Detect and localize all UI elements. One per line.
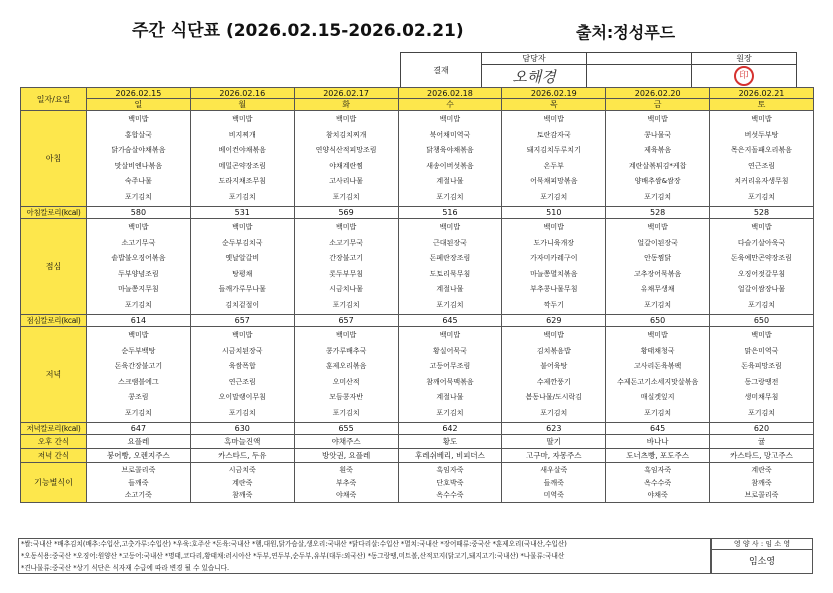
- breakfast-menu-item: 제육볶음: [644, 146, 672, 155]
- functional-diet-item: 들깨죽: [543, 478, 564, 487]
- breakfast-menu-item: 어묵채피망볶음: [530, 177, 578, 186]
- lunch-menu-item: 부추콩나물무침: [530, 285, 578, 294]
- dinner-menu-item: 봄동나물/도시락김: [525, 393, 583, 402]
- dinner-menu-item: 백미밥: [439, 331, 461, 339]
- day-header: 일: [87, 99, 191, 111]
- functional-diet-item: 시금치죽: [228, 466, 256, 474]
- dinner-menu-item: 백미밥: [335, 331, 357, 339]
- lunch-calorie-label: 점심칼로리(kcal): [21, 315, 87, 327]
- breakfast-menu-item: 연양식산적피망조림: [315, 146, 377, 155]
- breakfast-menu-item: 양배추쌈&쌈장: [634, 177, 681, 186]
- breakfast-calorie-value: 569: [294, 207, 398, 219]
- lunch-menu-item: 깍두기: [543, 300, 564, 309]
- day-header: 화: [294, 99, 398, 111]
- breakfast-menu-item: 백미밥: [439, 115, 461, 123]
- dinner-menu-item: 황실어묵국: [433, 346, 467, 355]
- approval-blank-head: [587, 53, 692, 65]
- evening-snack-item: 카스타드, 두유: [190, 449, 294, 463]
- dinner-menu-item: 계절나물: [436, 393, 464, 402]
- dinner-menu-item: 포기김치: [540, 408, 568, 417]
- dinner-calorie-value: 642: [398, 423, 502, 435]
- dinner-menu-cell: [502, 327, 606, 423]
- lunch-menu-cell: [398, 219, 502, 315]
- breakfast-menu-cell: [502, 111, 606, 207]
- dinner-menu-item: 스크램블에그: [118, 377, 159, 386]
- breakfast-label: 아침: [21, 111, 87, 207]
- lunch-menu-item: 옛날알갈비: [225, 254, 260, 263]
- day-header: 토: [710, 99, 814, 111]
- lunch-menu-item: 포기김치: [332, 300, 360, 309]
- dinner-menu-item: 포기김치: [436, 408, 464, 417]
- functional-diet-label: 기능별식이: [21, 463, 87, 503]
- breakfast-menu-cell: [710, 111, 814, 207]
- approval-label: 결재: [401, 53, 482, 88]
- dinner-menu-item: 시금치된장국: [221, 346, 263, 355]
- lunch-calorie-value: 650: [710, 315, 814, 327]
- breakfast-menu-item: 포기김치: [228, 192, 256, 201]
- dinner-menu-cell: [398, 327, 502, 423]
- dinner-menu-item: 맑은미역국: [744, 346, 779, 355]
- evening-snack-item: 카스타드, 망고주스: [710, 449, 814, 463]
- breakfast-menu-item: 맛살비엔나볶음: [114, 161, 163, 170]
- functional-diet-item: 흰죽: [339, 466, 353, 474]
- lunch-menu-item: 시금치나물: [329, 285, 364, 294]
- breakfast-calorie-value: 580: [87, 207, 191, 219]
- menu-table: [20, 87, 814, 503]
- dinner-calorie-value: 655: [294, 423, 398, 435]
- dinner-menu-item: 돈육피망조림: [741, 362, 782, 371]
- lunch-calorie-value: 657: [294, 315, 398, 327]
- dinner-calorie-label: 저녁칼로리(kcal): [21, 423, 87, 435]
- lunch-calorie-value: 657: [190, 315, 294, 327]
- lunch-menu-item: 포기김치: [124, 300, 152, 309]
- lunch-menu-item: 두부양념조림: [118, 269, 159, 278]
- lunch-menu-item: 근대된장국: [433, 238, 467, 247]
- lunch-menu-item: 백미밥: [439, 223, 461, 231]
- lunch-menu-item: 소고기무국: [121, 238, 156, 247]
- breakfast-menu-item: 콩나물국: [644, 130, 672, 139]
- dinner-menu-item: 고등어무조림: [429, 362, 471, 371]
- breakfast-menu-item: 치커리유자생무침: [734, 177, 789, 186]
- breakfast-menu-item: 비지찌개: [228, 130, 256, 139]
- corner-label: 일자/요일: [21, 88, 87, 111]
- breakfast-menu-item: 백미밥: [128, 115, 149, 123]
- dinner-menu-item: 백미밥: [647, 331, 668, 339]
- dinner-calorie-value: 620: [710, 423, 814, 435]
- breakfast-menu-item: 닭가슴살야채볶음: [111, 146, 166, 155]
- date-header: 2026.02.16: [190, 88, 294, 99]
- evening-snack-item: 방앗권, 요플레: [294, 449, 398, 463]
- dinner-menu-item: 백미밥: [751, 331, 772, 339]
- breakfast-menu-item: 북어채미역국: [429, 130, 471, 139]
- breakfast-menu-item: 도라지채조무침: [218, 177, 266, 186]
- lunch-calorie-value: 614: [87, 315, 191, 327]
- breakfast-menu-item: 포기김치: [540, 192, 568, 201]
- date-header: 2026.02.18: [398, 88, 502, 99]
- breakfast-menu-cell: [606, 111, 710, 207]
- lunch-menu-cell: [294, 219, 398, 315]
- source-title: 출처:정성푸드: [576, 23, 676, 42]
- director-label: 원장: [692, 53, 797, 65]
- functional-diet-item: 단호박죽: [436, 478, 464, 487]
- breakfast-calorie-value: 531: [190, 207, 294, 219]
- functional-diet-item: 야채죽: [647, 491, 668, 500]
- lunch-menu-item: 돈페란장조림: [429, 254, 471, 263]
- dinner-menu-cell: [710, 327, 814, 423]
- breakfast-menu-item: 메밀곤약장조림: [218, 161, 266, 170]
- afternoon-snack-item: 요플레: [87, 435, 191, 449]
- director-stamp: 印: [734, 66, 754, 86]
- day-header: 수: [398, 99, 502, 111]
- lunch-menu-cell: [606, 219, 710, 315]
- functional-diet-item: 새우살죽: [540, 466, 568, 474]
- afternoon-snack-item: 바나나: [606, 435, 710, 449]
- functional-diet-item: 계란죽: [232, 478, 253, 487]
- lunch-menu-item: 오징어젓갈무침: [737, 269, 786, 278]
- breakfast-menu-item: 포기김치: [332, 192, 360, 201]
- breakfast-menu-item: 숙주나물: [124, 177, 152, 186]
- breakfast-menu-item: 포기김치: [124, 192, 152, 201]
- breakfast-menu-cell: [294, 111, 398, 207]
- nutritionist-box: [711, 538, 813, 574]
- functional-diet-cell: [190, 463, 294, 503]
- dinner-menu-item: 매실겟잎지: [640, 393, 675, 402]
- lunch-menu-item: 백미밥: [751, 223, 772, 231]
- breakfast-calorie-value: 528: [606, 207, 710, 219]
- dinner-menu-item: 황태채청국: [640, 346, 675, 355]
- lunch-menu-item: 백미밥: [232, 223, 253, 231]
- breakfast-menu-item: 백미밥: [232, 115, 253, 123]
- breakfast-menu-item: 연근조림: [747, 161, 776, 170]
- breakfast-menu-item: 포기김치: [436, 192, 464, 201]
- lunch-menu-item: 마늘쫑멸치볶음: [530, 269, 578, 278]
- lunch-menu-item: 백미밥: [335, 223, 357, 231]
- functional-diet-item: 들깨죽: [128, 478, 149, 487]
- lunch-menu-item: 돈육예만곤약장조림: [731, 254, 792, 263]
- lunch-menu-item: 고추장어묵볶음: [633, 269, 682, 278]
- functional-diet-cell: [502, 463, 606, 503]
- dinner-menu-item: 백미밥: [128, 331, 149, 339]
- dinner-menu-item: 고사리돈육볶팩: [633, 362, 682, 371]
- breakfast-menu-cell: [190, 111, 294, 207]
- functional-diet-item: 야채죽: [335, 491, 357, 500]
- breakfast-menu-item: 포기김치: [644, 192, 672, 201]
- breakfast-menu-item: 새송이버섯볶음: [426, 161, 474, 170]
- dinner-menu-item: 포기김치: [747, 408, 776, 417]
- origin-notes: [18, 538, 711, 574]
- afternoon-snack-label: 오후 간식: [21, 435, 87, 449]
- functional-diet-item: 옥수수죽: [436, 491, 464, 500]
- dinner-menu-item: 포기김치: [124, 408, 152, 417]
- functional-diet-item: 브로콜리죽: [121, 466, 156, 474]
- dinner-menu-item: 돈육간장불고기: [114, 362, 163, 371]
- day-header: 목: [502, 99, 606, 111]
- lunch-menu-cell: [87, 219, 191, 315]
- lunch-menu-cell: [502, 219, 606, 315]
- functional-diet-item: 미역죽: [543, 491, 564, 500]
- breakfast-menu-item: 고사리나물: [329, 177, 364, 186]
- breakfast-menu-cell: [398, 111, 502, 207]
- lunch-menu-item: 가자미카레구이: [530, 254, 578, 263]
- functional-diet-item: 부추죽: [335, 478, 357, 487]
- lunch-menu-item: 안동찜닭: [644, 254, 672, 263]
- afternoon-snack-item: 흑마늘진액: [190, 435, 294, 449]
- breakfast-calorie-label: 아침칼로리(kcal): [21, 207, 87, 219]
- date-header: 2026.02.19: [502, 88, 606, 99]
- lunch-menu-item: 백미밥: [543, 223, 564, 231]
- afternoon-snack-item: 귤: [710, 435, 814, 449]
- breakfast-menu-item: 백미밥: [543, 115, 564, 123]
- date-header: 2026.02.15: [87, 88, 191, 99]
- breakfast-menu-cell: [87, 111, 191, 207]
- afternoon-snack-item: 야채주스: [294, 435, 398, 449]
- functional-diet-item: 소고기죽: [124, 491, 152, 500]
- dinner-menu-cell: [87, 327, 191, 423]
- evening-snack-item: 도너츠빵, 포도주스: [606, 449, 710, 463]
- origin-note-line: *견나물류:중국산 *상기 식단은 식자재 수급에 따라 변경 될 수 있습니다.: [21, 563, 230, 572]
- dinner-menu-item: 오이말랭이무침: [218, 393, 266, 402]
- dinner-menu-item: 콩가루배추국: [325, 346, 367, 355]
- manager-label: 담당자: [482, 53, 587, 65]
- lunch-menu-item: 도가니육개장: [533, 238, 575, 247]
- dinner-calorie-value: 623: [502, 423, 606, 435]
- breakfast-menu-item: 계란살볶튀김*케찹: [628, 161, 687, 170]
- breakfast-menu-item: 돼지김치두루치기: [526, 146, 581, 155]
- dinner-menu-item: 수제깐풍기: [536, 377, 571, 386]
- lunch-menu-item: 다슬기살아욱국: [737, 238, 786, 247]
- lunch-menu-item: 들깨가루무나물: [218, 285, 266, 294]
- afternoon-snack-item: 딸기: [502, 435, 606, 449]
- lunch-menu-item: 순두부김치국: [221, 238, 263, 247]
- nutritionist-name: 임소영: [748, 557, 776, 567]
- breakfast-menu-item: 야채계란찜: [329, 161, 364, 170]
- dinner-menu-item: 훈제오리볶음: [325, 362, 367, 371]
- dinner-menu-item: 수제돈고기소세지맛살볶음: [617, 377, 699, 386]
- lunch-menu-item: 도토리묵무침: [429, 269, 471, 278]
- dinner-menu-item: 불어육탕: [540, 362, 568, 371]
- director-stamp-cell: [692, 65, 797, 88]
- dinner-menu-cell: [190, 327, 294, 423]
- dinner-menu-item: 포기김치: [644, 408, 672, 417]
- breakfast-menu-item: 토란감자국: [536, 130, 571, 139]
- breakfast-menu-item: 백미밥: [335, 115, 357, 123]
- lunch-label: 점심: [21, 219, 87, 315]
- lunch-menu-item: 백미밥: [647, 223, 668, 231]
- dinner-menu-item: 생미채무침: [744, 393, 779, 402]
- breakfast-menu-item: 닭챙육야채볶음: [426, 146, 474, 155]
- functional-diet-cell: [294, 463, 398, 503]
- lunch-menu-item: 백미밥: [128, 223, 149, 231]
- lunch-calorie-value: 629: [502, 315, 606, 327]
- functional-diet-cell: [606, 463, 710, 503]
- page-title: 주간 식단표 (2026.02.15-2026.02.21): [132, 21, 464, 41]
- functional-diet-item: 흑임자죽: [644, 466, 672, 474]
- dinner-calorie-value: 647: [87, 423, 191, 435]
- dinner-menu-item: 콩조림: [128, 393, 149, 402]
- lunch-menu-item: 유채무생채: [640, 285, 675, 294]
- functional-diet-item: 참깨죽: [751, 478, 772, 487]
- day-header: 금: [606, 99, 710, 111]
- breakfast-menu-item: 버섯두부탕: [744, 130, 779, 139]
- dinner-menu-item: 김치볶음밥: [536, 346, 571, 355]
- evening-snack-item: 고구마, 자몽주스: [502, 449, 606, 463]
- lunch-menu-item: 얼갈이된장국: [637, 238, 678, 247]
- breakfast-menu-item: 포기김치: [747, 192, 776, 201]
- lunch-menu-item: 포기김치: [747, 300, 776, 309]
- lunch-menu-item: 간장불고기: [329, 254, 364, 263]
- dinner-menu-item: 육쌈폭합: [228, 362, 256, 371]
- lunch-menu-item: 마늘쫑지무침: [118, 285, 159, 294]
- lunch-calorie-value: 650: [606, 315, 710, 327]
- functional-diet-item: 브로콜리죽: [744, 491, 779, 500]
- functional-diet-cell: [710, 463, 814, 503]
- dinner-menu-item: 동그랑땡전: [744, 377, 779, 386]
- breakfast-menu-item: 백미밥: [647, 115, 668, 123]
- functional-diet-item: 옥수수죽: [644, 478, 672, 487]
- functional-diet-item: 계란죽: [751, 466, 772, 474]
- date-header: 2026.02.20: [606, 88, 710, 99]
- dinner-menu-item: 백미밥: [543, 331, 564, 339]
- approval-blank-sign: [587, 65, 692, 88]
- dinner-label: 저녁: [21, 327, 87, 423]
- lunch-menu-item: 롯두부무침: [329, 269, 364, 278]
- breakfast-calorie-value: 528: [710, 207, 814, 219]
- lunch-menu-cell: [710, 219, 814, 315]
- breakfast-menu-item: 목은지돌패오리볶음: [731, 146, 792, 155]
- evening-snack-item: 후레쉬베리, 비피더스: [398, 449, 502, 463]
- breakfast-menu-item: 계절나물: [436, 177, 464, 186]
- dinner-menu-item: 백미밥: [232, 331, 253, 339]
- dinner-menu-item: 순두부백탕: [121, 346, 156, 355]
- breakfast-menu-item: 백미밥: [751, 115, 772, 123]
- approval-box: [400, 52, 797, 88]
- breakfast-menu-item: 베이컨야채볶음: [218, 146, 266, 155]
- dinner-menu-item: 참깨어묵맥볶음: [426, 377, 474, 386]
- breakfast-menu-item: 홍합살국: [124, 130, 152, 139]
- day-header: 월: [190, 99, 294, 111]
- breakfast-menu-item: 온두부: [543, 161, 564, 170]
- afternoon-snack-item: 황도: [398, 435, 502, 449]
- dinner-menu-item: 포기김치: [228, 408, 256, 417]
- dinner-menu-item: 포기김치: [332, 408, 360, 417]
- lunch-menu-item: 계절나물: [436, 285, 464, 294]
- dinner-calorie-value: 630: [190, 423, 294, 435]
- dinner-menu-item: 모듬콩자반: [329, 393, 364, 402]
- evening-snack-label: 저녁 간식: [21, 449, 87, 463]
- functional-diet-cell: [87, 463, 191, 503]
- manager-signature: 오해경: [482, 65, 587, 88]
- lunch-menu-item: 솥밥불오징어볶음: [111, 254, 166, 263]
- origin-note-line: *쌀:국내산 *배추김치(배추:수입산,고춧가루:수입산) *우육:호주산 *돈육:국내산 *햄,대원,닭가슴살,생오리:국내산 *닭다리살:수입산 *멸치:국내산 *장어때류:중국산 *훈제오리(국내산,수입산): [21, 540, 567, 548]
- evening-snack-item: 붕어빵, 오렌지주스: [87, 449, 191, 463]
- lunch-menu-item: 얼갈이쌈장나물: [737, 285, 786, 294]
- lunch-menu-item: 김치겉절이: [225, 300, 260, 309]
- date-header: 2026.02.21: [710, 88, 814, 99]
- breakfast-calorie-value: 510: [502, 207, 606, 219]
- dinner-menu-cell: [294, 327, 398, 423]
- lunch-calorie-value: 645: [398, 315, 502, 327]
- lunch-menu-item: 포기김치: [436, 300, 464, 309]
- functional-diet-item: 흑임자죽: [436, 466, 464, 474]
- lunch-menu-item: 소고기무국: [329, 238, 364, 247]
- lunch-menu-item: 포기김치: [644, 300, 672, 309]
- date-header: 2026.02.17: [294, 88, 398, 99]
- dinner-menu-cell: [606, 327, 710, 423]
- functional-diet-item: 참깨죽: [232, 491, 253, 500]
- dinner-menu-item: 연근조림: [228, 377, 256, 386]
- dinner-calorie-value: 645: [606, 423, 710, 435]
- nutritionist-label: 영 양 사 : 임 소 영: [712, 539, 812, 550]
- functional-diet-cell: [398, 463, 502, 503]
- breakfast-menu-item: 참치김치찌개: [325, 130, 367, 139]
- dinner-menu-item: 오미산적: [332, 377, 360, 386]
- lunch-menu-cell: [190, 219, 294, 315]
- lunch-menu-item: 탕평채: [232, 269, 253, 278]
- breakfast-calorie-value: 516: [398, 207, 502, 219]
- origin-note-line: *오동식용:중국산 *오징어:원양산 *고등어:국내산 *명태,코다리,황태채:러시아산 *두부,연두부,순두부,유부(대두:외국산) *동그랑땡,미트볼,산적꼬지(닭고기,돼지고기:국내산) *나물류:국내산: [21, 551, 565, 560]
